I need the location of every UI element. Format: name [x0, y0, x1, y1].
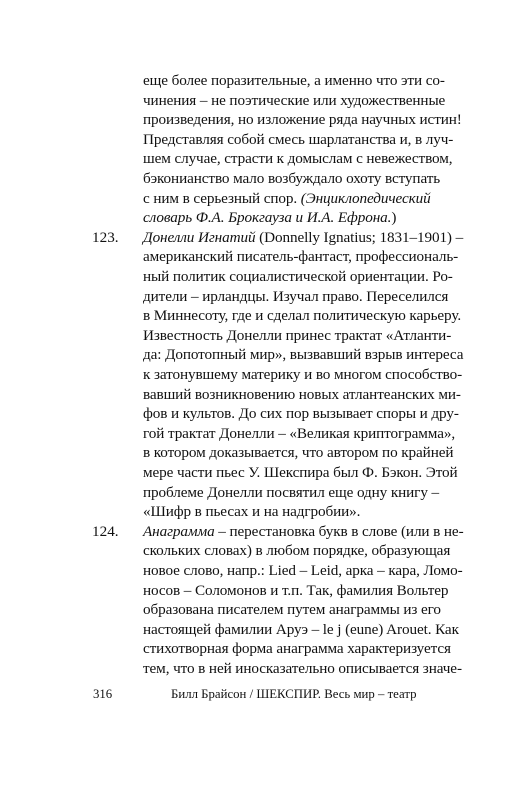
text-line: новое слово, напр.: Lied – Leid, арка – кара, Ломо-: [143, 562, 463, 579]
text-line: Известность Донелли принес трактат «Атланти-: [143, 326, 452, 344]
entry-term-definition: – перестановка букв в слове (или в не-: [214, 522, 464, 540]
text-line: да: Допотопный мир», вызвавший взрыв интереса: [143, 346, 464, 364]
text-line: произведения, но изложение ряда научных истин!: [143, 111, 462, 129]
text-line: шем случае, страсти к домыслам с невежеством,: [143, 150, 453, 168]
text-line: ный политик социалистической ориентации. Ро-: [143, 268, 453, 285]
text-line: фов и культов. До сих пор вызывает споры и дру-: [143, 405, 459, 423]
text-line: к затонувшему материку и во многом способство-: [143, 366, 463, 383]
text-line: вавший возникновению новых атлантеанских ми-: [143, 385, 461, 403]
source-citation-part: (Энциклопедический: [300, 189, 431, 207]
text-line: бэконианство мало возбуждало охоту вступать: [143, 170, 441, 187]
text-line: чинения – не поэтические или художественные: [143, 91, 446, 109]
text-line: мере части пьес У. Шекспира был Ф. Бэкон. Этой: [143, 464, 458, 481]
text-line: настоящей фамилии Аруэ – le j (eune) Arouet. Как: [143, 620, 459, 638]
text-line: носов – Соломонов и т.п. Так, фамилия Вольтер: [143, 581, 449, 599]
text-line: Представляя собой смесь шарлатанства и, в луч-: [143, 130, 454, 148]
text-line: дители – ирландцы. Изучал право. Переселился: [143, 287, 449, 305]
running-title: Билл Брайсон / ШЕКСПИР. Весь мир – театр: [171, 687, 417, 701]
text-line: проблеме Донелли посвятил еще одну книгу –: [143, 483, 439, 501]
text-line: скольких словах) в любом порядке, образующая: [143, 542, 451, 560]
page-number: 316: [93, 687, 113, 701]
source-citation-part: словарь Ф.А. Брокгауза и И.А. Ефрона.: [143, 209, 392, 227]
text-line: американский писатель-фантаст, профессиональ-: [143, 248, 459, 266]
text-line: в котором доказывается, что автором по крайней: [143, 444, 454, 462]
text-line: в Миннесоту, где и сделал политическую карьеру.: [143, 307, 462, 325]
text-line: еще более поразительные, а именно что эти со-: [143, 72, 445, 89]
entry-name-details: (Donnelly Ignatius; 1831–1901) –: [255, 228, 464, 246]
text-line: образована писателем путем анаграммы из его: [143, 601, 441, 619]
entry-number: 123.: [92, 228, 119, 246]
text-line: тем, что в ней иносказательно описывается значе-: [143, 660, 462, 677]
entry-term: Анаграмма: [143, 522, 215, 540]
text-line: гой трактат Донелли – «Великая криптограмма»,: [143, 424, 456, 442]
entry-number: 124.: [92, 522, 119, 540]
text-line: «Шифр в пьесах и на надгробии».: [143, 503, 361, 521]
text-line: стихотворная форма анаграмма характеризуется: [143, 640, 451, 658]
entry-name: Донелли Игнатий: [143, 228, 256, 246]
text-segment: с ним в серьезный спор.: [143, 189, 298, 207]
source-citation-close: ): [391, 209, 397, 227]
